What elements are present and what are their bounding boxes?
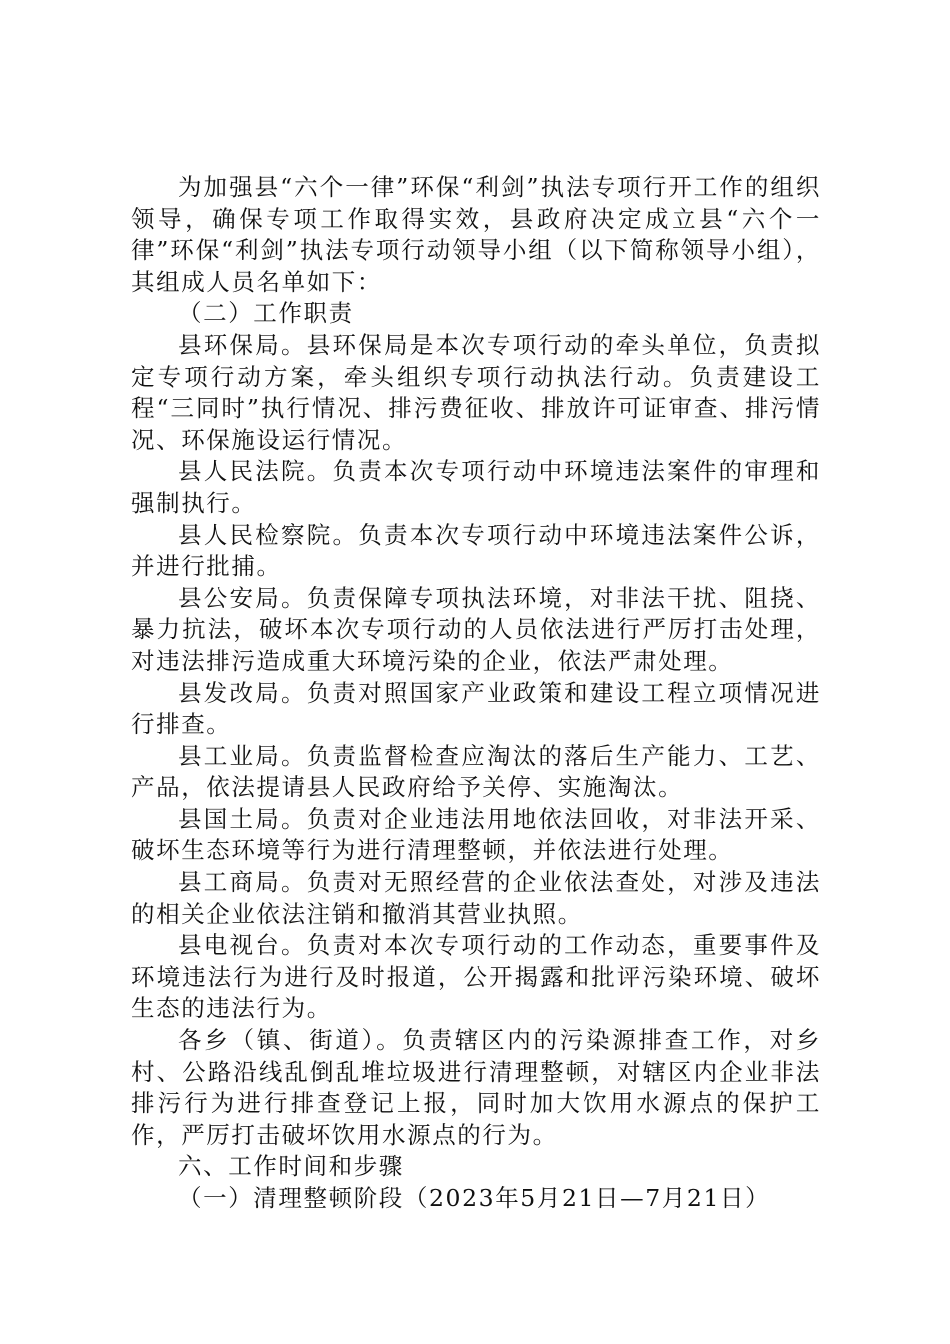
subsection-heading-cleanup: （一）清理整顿阶段（2023年5月21日—7月21日）: [178, 1184, 771, 1212]
duty-court: 县人民法院。负责本次专项行动中环境违法案件的审理和强制执行。: [131, 457, 821, 517]
duty-procuratorate: 县人民检察院。负责本次专项行动中环境违法案件公诉，并进行批捕。: [131, 520, 821, 581]
document-body: [131, 172, 821, 1215]
duty-industry: 县工业局。负责监督检查应淘汰的落后生产能力、工艺、产品，依法提请县人民政府给予关停、实施淘汰。: [131, 741, 821, 802]
intro-paragraph: 为加强县“六个一律”环保“利剑”执法专项行开工作的组织领导，确保专项工作取得实效，县政府决定成立县“六个一律”环保“利剑”执法专项行动领导小组（以下简称领导小组），其组成人员名单如下：: [131, 173, 821, 296]
duty-townships: 各乡（镇、街道）。负责辖区内的污染源排查工作，对乡村、公路沿线乱倒乱堆垃圾进行清理整顿，对辖区内企业非法排污行为进行排查登记上报，同时加大饮用水源点的保护工作，严厉打击破坏饮用水源点的行为。: [131, 1026, 821, 1149]
duty-tv-station: 县电视台。负责对本次专项行动的工作动态，重要事件及环境违法行为进行及时报道，公开揭露和批评污染环境、破坏生态的违法行为。: [131, 931, 821, 1023]
section-heading-schedule: 六、工作时间和步骤: [178, 1152, 404, 1181]
duty-commerce: 县工商局。负责对无照经营的企业依法查处，对涉及违法的相关企业依法注销和撤消其营业执照。: [131, 868, 821, 928]
duty-environment-bureau: 县环保局。县环保局是本次专项行动的牵头单位，负责拟定专项行动方案，牵头组织专项行动执法行动。负责建设工程“三同时”执行情况、排污费征收、排放许可证审查、排污情况、环保施设运行情况。: [131, 330, 821, 454]
duty-development-reform: 县发改局。负责对照国家产业政策和建设工程立项情况进行排查。: [131, 678, 821, 739]
duty-public-security: 县公安局。负责保障专项执法环境，对非法干扰、阻挠、暴力抗法，破坏本次专项行动的人员依法进行严厉打击处理，对违法排污造成重大环境污染的企业，依法严肃处理。: [131, 583, 821, 675]
section-heading-duties: （二）工作职责: [178, 299, 354, 328]
duty-land-resources: 县国土局。负责对企业违法用地依法回收，对非法开采、破坏生态环境等行为进行清理整顿，并依法进行处理。: [131, 804, 821, 865]
